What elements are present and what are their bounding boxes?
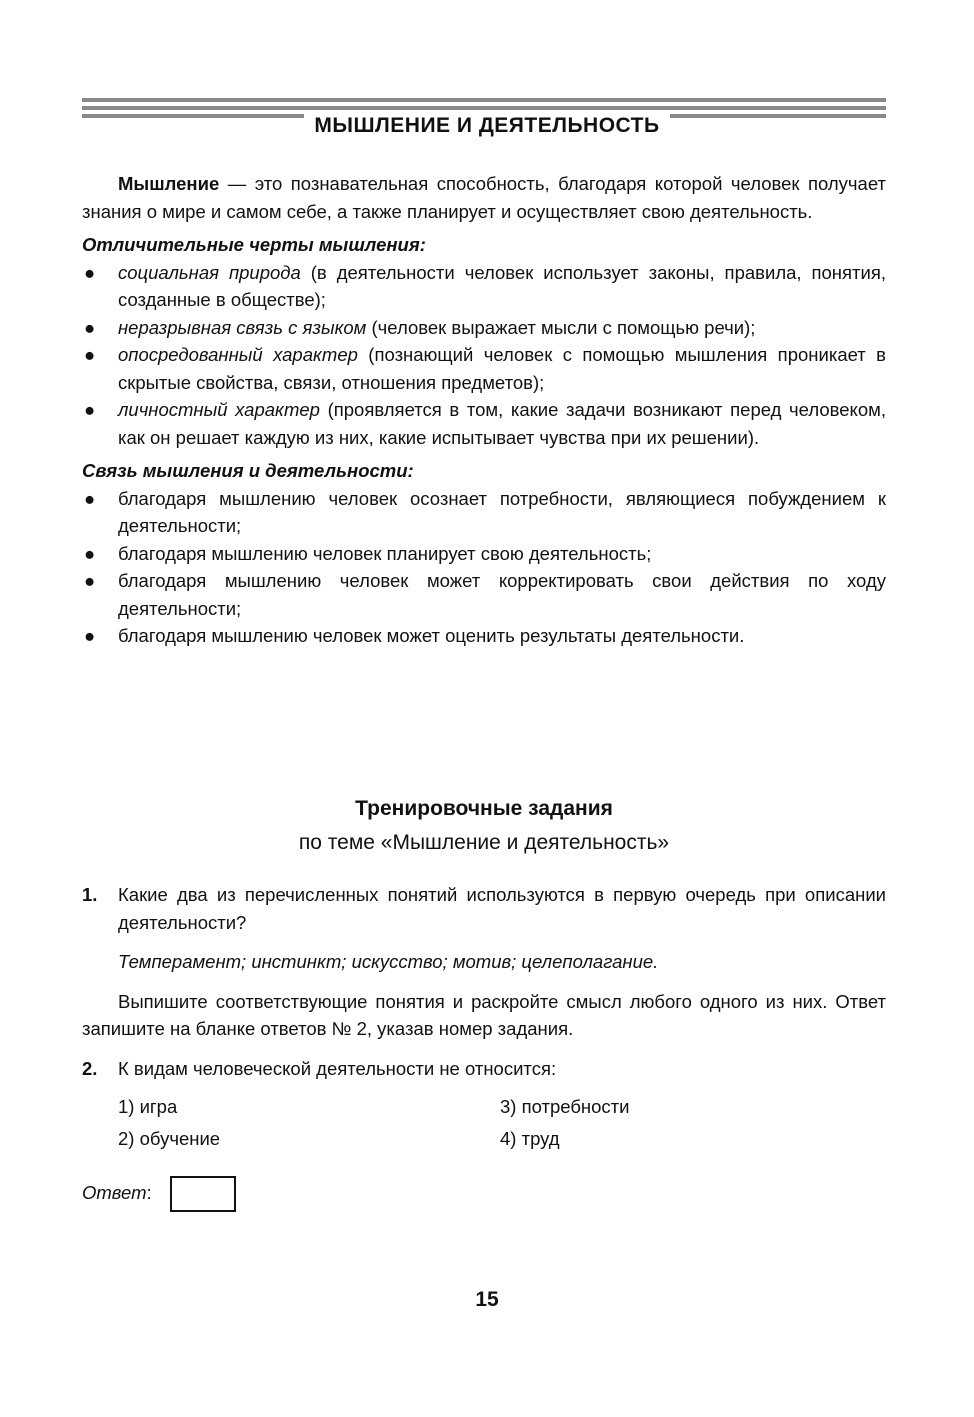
tasks-title: Тренировочные задания [355, 797, 613, 820]
bullet-icon: ● [84, 542, 96, 564]
list-item [82, 314, 886, 342]
question-number: 1. [82, 884, 98, 905]
header-rule [82, 106, 886, 110]
bullet-icon: ● [84, 316, 96, 338]
item-term: социальная природа [118, 261, 301, 283]
tasks-subtitle: по теме «Мышление и деятельность» [298, 831, 670, 854]
question-terms: Темперамент; инстинкт; искусство; мотив; целеполагание. [118, 951, 659, 972]
page-title-text: МЫШЛЕНИЕ И ДЕЯТЕЛЬНОСТЬ [304, 114, 669, 137]
bullet-icon: ● [84, 399, 96, 420]
header-rule [82, 98, 886, 102]
bullet-icon: ● [84, 487, 96, 509]
option-1[interactable]: 1) игра [118, 1096, 178, 1117]
answer-label: Ответ [82, 1181, 147, 1203]
question-number: 2. [82, 1058, 98, 1079]
question-1 [82, 881, 886, 1043]
question-instructions: Выпишите соответствующие понятия и раскройте смысл любого одного из них. Ответ запишите на бланке ответов № 2, указав номер задания. [82, 990, 886, 1039]
item-term: опосредованный характер [118, 344, 358, 365]
question-text: Какие два из перечисленных понятий используются в первую очередь при описании деятельности? [118, 884, 886, 933]
list-item [82, 622, 886, 650]
list-item [82, 396, 886, 451]
item-text: благодаря мышлению человек может оценить результаты деятельности. [118, 625, 745, 646]
item-term: личностный характер [118, 399, 320, 420]
bullet-icon: ● [84, 625, 96, 646]
item-text: благодаря мышлению человек осознает потребности, являющиеся побуждением к деятельности; [118, 487, 886, 536]
list-item [82, 341, 886, 396]
list-item [82, 567, 886, 622]
page-number: 15 [475, 1288, 499, 1311]
item-term: неразрывная связь с языком [118, 316, 367, 338]
link-list [82, 485, 886, 650]
option-4[interactable]: 4) труд [500, 1128, 560, 1149]
option-2[interactable]: 2) обучение [118, 1128, 221, 1149]
page-title [0, 112, 974, 140]
list-item [82, 259, 886, 314]
item-text: (проявляется в том, какие задачи возникают перед человеком, как он решает каждую из них, какие испытывает чувства при их решении). [118, 399, 886, 448]
intro-text: — это познавательная способность, благодаря которой человек получает знания о мире и самом себе, а также планирует и осуществляет свою деятельность. [82, 173, 886, 222]
question-text: К видам человеческой деятельности не относится: [118, 1058, 557, 1079]
answer-row [82, 1176, 236, 1212]
item-text: благодаря мышлению человек может корректировать свои действия по ходу деятельности; [118, 570, 886, 619]
intro-term: Мышление [118, 173, 220, 194]
bullet-icon: ● [84, 570, 96, 591]
item-text: (в деятельности человек использует законы, правила, понятия, созданные в обществе); [118, 261, 886, 310]
bullet-icon: ● [84, 344, 96, 365]
tasks-header [82, 792, 886, 860]
intro-paragraph [82, 170, 886, 650]
item-text: (познающий человек с помощью мышления проникает в скрытые свойства, связи, отношения предметов); [118, 344, 886, 393]
option-3[interactable]: 3) потребности [500, 1096, 630, 1117]
bullet-icon: ● [84, 261, 96, 283]
list-item [82, 485, 886, 540]
answer-colon: : [146, 1181, 152, 1203]
answer-box[interactable] [170, 1176, 236, 1212]
features-heading: Отличительные черты мышления: [82, 234, 426, 255]
item-text: (человек выражает мысли с помощью речи); [366, 316, 756, 338]
features-list [82, 259, 886, 452]
link-heading: Связь мышления и деятельности: [82, 460, 414, 481]
item-text: благодаря мышлению человек планирует свою деятельность; [118, 542, 652, 564]
list-item [82, 540, 886, 568]
question-2 [82, 1055, 886, 1083]
